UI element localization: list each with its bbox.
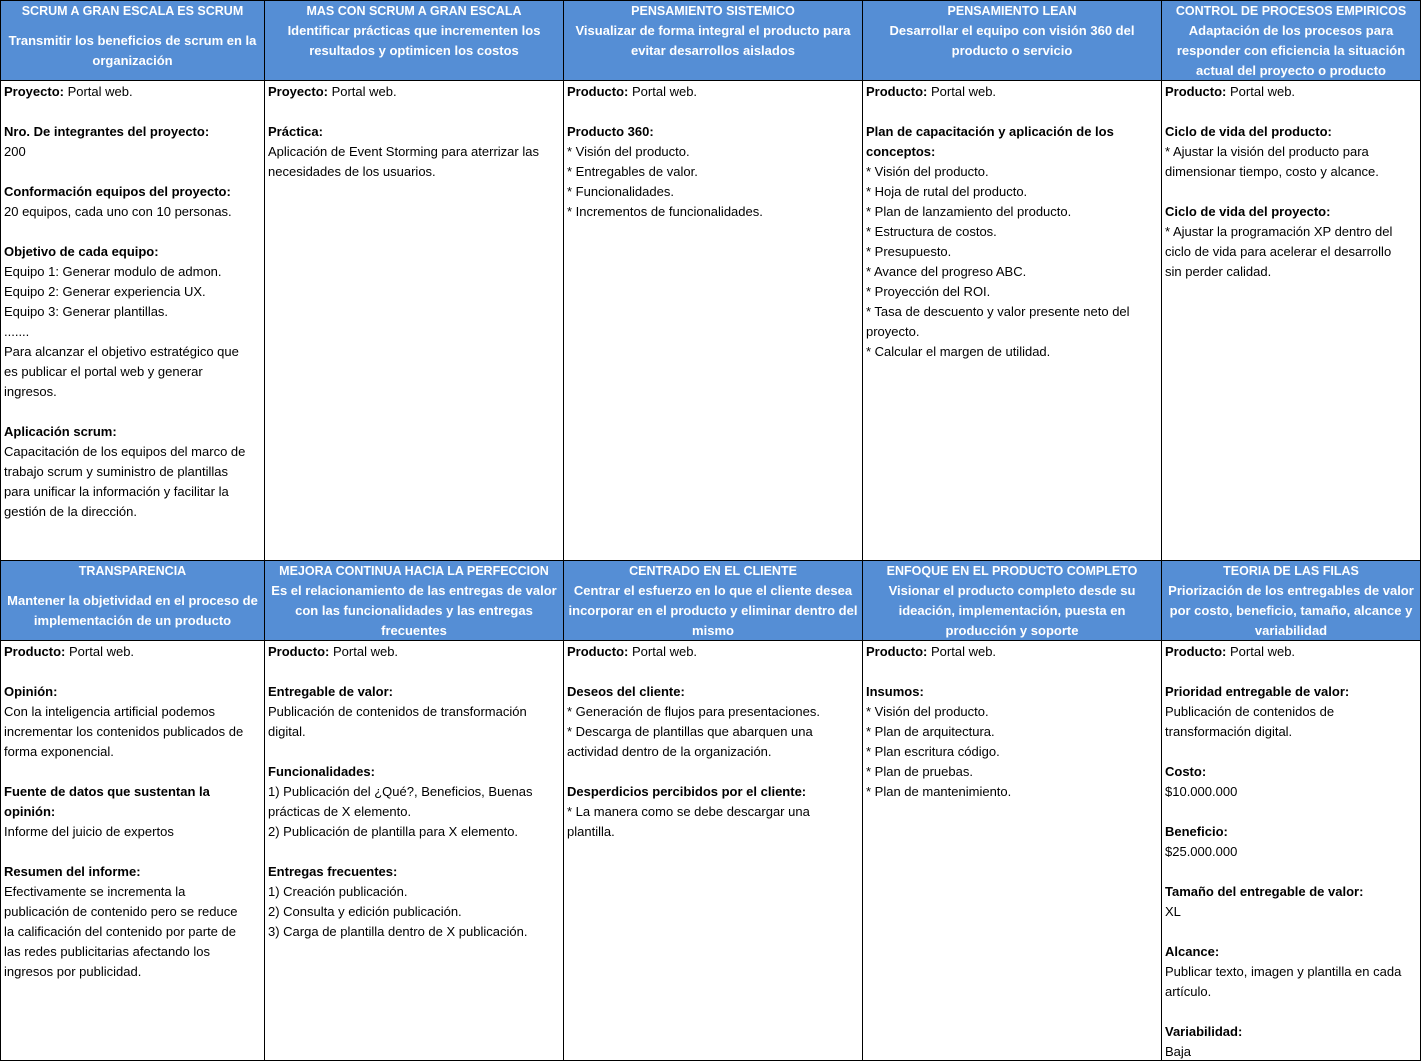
content-line [866, 182, 1161, 202]
blank-line [567, 762, 862, 782]
field-label: Producto: [1165, 84, 1227, 99]
field-value: trabajo scrum y suministro de plantillas [4, 464, 228, 479]
field-value: 3) Carga de plantilla dentro de X publicación. [268, 924, 528, 939]
content-line [268, 802, 563, 822]
content-line [268, 142, 563, 162]
content-line [4, 362, 264, 382]
content-line [4, 742, 264, 762]
content-line [866, 322, 1161, 342]
content-line [4, 142, 264, 162]
field-value: Informe del juicio de expertos [4, 824, 174, 839]
field-label: Producto: [866, 84, 928, 99]
content-line [1165, 842, 1420, 862]
column-subtitle[interactable] [564, 21, 862, 81]
content-line [4, 642, 264, 662]
content-line [4, 82, 264, 102]
content-line [1165, 962, 1420, 982]
content-line [1165, 1042, 1420, 1060]
field-value: Portal web. [1226, 84, 1296, 99]
content-line [4, 782, 264, 802]
content-line [1165, 642, 1420, 662]
field-value: * Plan de lanzamiento del producto. [866, 204, 1072, 219]
column-subtitle-text: Centrar el esfuerzo en lo que el cliente desea incorporar en el producto y eliminar dentro del mismo [568, 583, 858, 638]
field-label: Alcance: [1165, 944, 1220, 959]
field-value: artículo. [1165, 984, 1212, 999]
blank-line [268, 662, 563, 682]
field-value: $10.000.000 [1165, 784, 1238, 799]
field-label: Producto: [567, 84, 629, 99]
field-value: forma exponencial. [4, 744, 114, 759]
blank-line [4, 102, 264, 122]
content-line [4, 302, 264, 322]
content-line [1165, 262, 1420, 282]
field-value: Portal web. [63, 84, 133, 99]
column-subtitle-text: Identificar prácticas que incrementen los resultados y optimicen los costos [287, 23, 541, 58]
content-line [1165, 882, 1420, 902]
field-value: 1) Publicación del ¿Qué?, Beneficios, Buenas [268, 784, 533, 799]
content-line [1165, 242, 1420, 262]
field-value: para unificar la información y facilitar la [4, 484, 229, 499]
content-line [567, 722, 862, 742]
field-value: * Ajustar la visión del producto para [1165, 144, 1369, 159]
field-value: transformación digital. [1165, 724, 1293, 739]
field-label: Proyecto: [4, 84, 64, 99]
column-header[interactable]: TEORIA DE LAS FILAS [1162, 561, 1420, 582]
field-label: Proyecto: [268, 84, 328, 99]
field-value: * Visión del producto. [567, 144, 690, 159]
content-line [1165, 82, 1420, 102]
field-value: * Avance del progreso ABC. [866, 264, 1027, 279]
field-value: * Visión del producto. [866, 164, 989, 179]
cell-content[interactable] [564, 82, 862, 560]
cell-content[interactable] [1162, 82, 1420, 560]
column-subtitle-text: Visualizar de forma integral el producto para evitar desarrollos aislados [575, 23, 851, 58]
field-value: la calificación del contenido por parte de [4, 924, 236, 939]
field-label: Tamaño del entregable de valor: [1165, 884, 1364, 899]
content-line [4, 322, 264, 342]
blank-line [268, 102, 563, 122]
content-line [4, 462, 264, 482]
field-label: Insumos: [866, 684, 924, 699]
field-label: Desperdicios percibidos por el cliente: [567, 784, 807, 799]
blank-line [1165, 182, 1420, 202]
column-subtitle[interactable] [564, 581, 862, 641]
content-line [567, 782, 862, 802]
column-header[interactable]: PENSAMIENTO SISTEMICO [564, 1, 862, 22]
content-line [4, 802, 264, 822]
field-value: ciclo de vida para acelerar el desarrollo [1165, 244, 1392, 259]
content-line [567, 82, 862, 102]
content-line [1165, 822, 1420, 842]
field-value: Portal web. [65, 644, 135, 659]
bottom-row-band [1, 561, 1420, 1060]
content-line [866, 222, 1161, 242]
field-label: opinión: [4, 804, 56, 819]
field-value: * Funcionalidades. [567, 184, 674, 199]
content-line [866, 82, 1161, 102]
field-value: Baja [1165, 1044, 1192, 1059]
blank-line [1165, 742, 1420, 762]
content-line [567, 802, 862, 822]
column-scrum-a-gran-escala-es-scrum[interactable] [1, 1, 265, 560]
content-line [866, 702, 1161, 722]
field-value: 1) Creación publicación. [268, 884, 408, 899]
blank-line [4, 662, 264, 682]
field-value: Publicación de contenidos de transformación [268, 704, 527, 719]
field-label: Entregable de valor: [268, 684, 393, 699]
column-subtitle-text: Mantener la objetividad en el proceso de implementación de un producto [7, 592, 258, 628]
field-value: publicación de contenido pero se reduce [4, 904, 238, 919]
content-line [268, 922, 563, 942]
content-line [567, 702, 862, 722]
content-line [4, 722, 264, 742]
field-label: Objetivo de cada equipo: [4, 244, 159, 259]
field-label: Producto: [567, 644, 629, 659]
field-label: Funcionalidades: [268, 764, 375, 779]
field-value: Aplicación de Event Storming para aterrizar las [268, 144, 539, 159]
content-line [1165, 222, 1420, 242]
content-line [1165, 202, 1420, 222]
field-value: * Ajustar la programación XP dentro del [1165, 224, 1393, 239]
content-line [268, 902, 563, 922]
content-line [268, 782, 563, 802]
content-line [567, 162, 862, 182]
field-value: Con la inteligencia artificial podemos [4, 704, 216, 719]
content-line [4, 342, 264, 362]
field-value: 2) Publicación de plantilla para X elemento. [268, 824, 519, 839]
column-mejora-continua-hacia-la-perfeccion[interactable] [265, 561, 564, 1060]
content-line [1165, 722, 1420, 742]
field-label: conceptos: [866, 144, 936, 159]
column-subtitle[interactable] [1162, 21, 1420, 81]
content-line [4, 822, 264, 842]
field-value: * Incrementos de funcionalidades. [567, 204, 763, 219]
field-value: * Generación de flujos para presentaciones. [567, 704, 820, 719]
field-label: Opinión: [4, 684, 58, 699]
field-value: proyecto. [866, 324, 920, 339]
field-label: Variabilidad: [1165, 1024, 1243, 1039]
content-line [866, 342, 1161, 362]
content-line [4, 422, 264, 442]
column-centrado-en-el-cliente[interactable] [564, 561, 863, 1060]
field-value: $25.000.000 [1165, 844, 1238, 859]
field-label: Costo: [1165, 764, 1207, 779]
content-line [1165, 702, 1420, 722]
field-value: Portal web. [927, 84, 997, 99]
cell-content[interactable] [863, 642, 1161, 1060]
column-header[interactable]: MAS CON SCRUM A GRAN ESCALA [265, 1, 563, 22]
content-line [268, 822, 563, 842]
field-value: incrementar los contenidos publicados de [4, 724, 244, 739]
content-line [268, 862, 563, 882]
field-value: Efectivamente se incrementa la [4, 884, 186, 899]
content-line [1165, 1022, 1420, 1042]
content-line [268, 82, 563, 102]
top-row-band [1, 1, 1420, 560]
field-value: * La manera como se debe descargar una [567, 804, 810, 819]
column-subtitle-text: Transmitir los beneficios de scrum en la organización [8, 32, 257, 68]
content-line [4, 922, 264, 942]
field-value: * Descarga de plantillas que abarquen una [567, 724, 813, 739]
field-label: Resumen del informe: [4, 864, 141, 879]
content-line [1165, 982, 1420, 1002]
content-line [866, 142, 1161, 162]
field-value: Portal web. [327, 84, 397, 99]
field-value: Portal web. [1226, 644, 1296, 659]
content-line [268, 762, 563, 782]
cell-content[interactable] [1, 82, 264, 560]
blank-line [1165, 862, 1420, 882]
content-line [4, 482, 264, 502]
content-line [4, 282, 264, 302]
blank-line [4, 162, 264, 182]
field-label: Producto 360: [567, 124, 654, 139]
field-value: * Tasa de descuento y valor presente neto del [866, 304, 1130, 319]
field-value: * Plan de arquitectura. [866, 724, 995, 739]
content-line [4, 502, 264, 522]
field-label: Prioridad entregable de valor: [1165, 684, 1350, 699]
content-line [1165, 162, 1420, 182]
column-subtitle[interactable] [863, 581, 1161, 641]
field-value: Capacitación de los equipos del marco de [4, 444, 246, 459]
content-line [866, 262, 1161, 282]
field-value: Portal web. [628, 84, 698, 99]
field-label: Deseos del cliente: [567, 684, 685, 699]
field-value: ingresos por publicidad. [4, 964, 142, 979]
field-value: las redes publicitarias afectando los [4, 944, 210, 959]
field-value: sin perder calidad. [1165, 264, 1272, 279]
field-value: XL [1165, 904, 1181, 919]
field-label: Fuente de datos que sustentan la [4, 784, 210, 799]
field-label: Producto: [268, 644, 330, 659]
field-value: es publicar el portal web y generar [4, 364, 203, 379]
field-value: Publicación de contenidos de [1165, 704, 1335, 719]
content-line [4, 902, 264, 922]
content-line [4, 262, 264, 282]
field-value: * Plan de pruebas. [866, 764, 973, 779]
column-subtitle[interactable] [1, 21, 264, 81]
field-value: * Estructura de costos. [866, 224, 997, 239]
field-label: Conformación equipos del proyecto: [4, 184, 231, 199]
blank-line [4, 762, 264, 782]
column-pensamiento-sistemico[interactable] [564, 1, 863, 560]
column-header[interactable]: TRANSPARENCIA [1, 561, 264, 582]
cell-content[interactable] [1162, 642, 1420, 1060]
content-line [4, 862, 264, 882]
blank-line [567, 662, 862, 682]
column-transparencia[interactable] [1, 561, 265, 1060]
field-label: Entregas frecuentes: [268, 864, 398, 879]
field-value: 20 equipos, cada uno con 10 personas. [4, 204, 232, 219]
content-line [1165, 142, 1420, 162]
field-value: Portal web. [927, 644, 997, 659]
blank-line [1165, 662, 1420, 682]
field-value: ingresos. [4, 384, 57, 399]
content-line [4, 942, 264, 962]
content-line [567, 642, 862, 662]
content-line [866, 782, 1161, 802]
content-line [567, 182, 862, 202]
content-line [4, 182, 264, 202]
blank-line [4, 402, 264, 422]
column-subtitle[interactable] [265, 581, 563, 641]
field-value: Equipo 1: Generar modulo de admon. [4, 264, 222, 279]
column-subtitle[interactable] [1, 581, 264, 641]
field-value: * Proyección del ROI. [866, 284, 991, 299]
blank-line [1165, 802, 1420, 822]
content-line [567, 142, 862, 162]
field-value: necesidades de los usuarios. [268, 164, 436, 179]
field-label: Práctica: [268, 124, 323, 139]
content-line [567, 822, 862, 842]
column-teoria-de-las-filas[interactable] [1162, 561, 1420, 1060]
content-line [866, 722, 1161, 742]
field-value: actividad dentro de la organización. [567, 744, 772, 759]
field-value: Publicar texto, imagen y plantilla en cada [1165, 964, 1402, 979]
content-line [866, 282, 1161, 302]
blank-line [567, 102, 862, 122]
content-line [4, 702, 264, 722]
column-subtitle-text: Desarrollar el equipo con visión 360 del producto o servicio [889, 23, 1135, 58]
column-mas-con-scrum-a-gran-escala[interactable] [265, 1, 564, 560]
content-line [866, 242, 1161, 262]
field-value: * Plan de mantenimiento. [866, 784, 1012, 799]
cell-content[interactable] [863, 82, 1161, 560]
column-subtitle-text: Adaptación de los procesos para responder con eficiencia la situación actual del proyecto o producto [1176, 23, 1406, 78]
cell-content[interactable] [564, 642, 862, 1060]
blank-line [1165, 1002, 1420, 1022]
content-line [1165, 902, 1420, 922]
content-line [268, 722, 563, 742]
field-value: Equipo 3: Generar plantillas. [4, 304, 169, 319]
column-subtitle-text: Priorización de los entregables de valor por costo, beneficio, tamaño, alcance y variabilidad [1168, 583, 1414, 638]
column-subtitle-text: Es el relacionamiento de las entregas de valor con las funcionalidades y las entregas frecuentes [271, 583, 557, 638]
column-control-de-procesos-empiricos[interactable] [1162, 1, 1420, 560]
content-line [268, 882, 563, 902]
content-line [268, 702, 563, 722]
field-value: Equipo 2: Generar experiencia UX. [4, 284, 206, 299]
field-value: * Plan escritura código. [866, 744, 1000, 759]
field-label: Producto: [4, 644, 66, 659]
blank-line [268, 742, 563, 762]
field-label: Ciclo de vida del proyecto: [1165, 204, 1331, 219]
field-value: * Hoja de rutal del producto. [866, 184, 1028, 199]
blank-line [866, 102, 1161, 122]
content-line [4, 962, 264, 982]
column-header[interactable]: SCRUM A GRAN ESCALA ES SCRUM [1, 1, 264, 22]
field-label: Beneficio: [1165, 824, 1228, 839]
content-line [1165, 762, 1420, 782]
field-label: Producto: [866, 644, 928, 659]
field-value: ....... [4, 324, 30, 339]
content-line [1165, 682, 1420, 702]
column-subtitle[interactable] [265, 21, 563, 81]
content-line [866, 642, 1161, 662]
content-line [866, 742, 1161, 762]
field-value: * Calcular el margen de utilidad. [866, 344, 1051, 359]
content-line [567, 202, 862, 222]
field-value: * Entregables de valor. [567, 164, 698, 179]
field-value: Portal web. [329, 644, 399, 659]
column-header[interactable]: PENSAMIENTO LEAN [863, 1, 1161, 22]
column-header[interactable]: CENTRADO EN EL CLIENTE [564, 561, 862, 582]
field-value: gestión de la dirección. [4, 504, 137, 519]
column-header[interactable]: ENFOQUE EN EL PRODUCTO COMPLETO [863, 561, 1161, 582]
blank-line [1165, 922, 1420, 942]
content-line [1165, 782, 1420, 802]
column-header[interactable]: MEJORA CONTINUA HACIA LA PERFECCION [265, 561, 563, 582]
column-header[interactable]: CONTROL DE PROCESOS EMPIRICOS [1162, 1, 1420, 22]
blank-line [866, 662, 1161, 682]
field-value: digital. [268, 724, 306, 739]
content-line [4, 122, 264, 142]
field-value: 200 [4, 144, 26, 159]
cell-content[interactable] [265, 642, 563, 1060]
cell-content[interactable] [1, 642, 264, 1060]
field-value: Portal web. [628, 644, 698, 659]
field-label: Producto: [1165, 644, 1227, 659]
column-subtitle-text: Visionar el producto completo desde su ideación, implementación, puesta en producción y soporte [888, 583, 1136, 638]
content-line [866, 122, 1161, 142]
field-value: 2) Consulta y edición publicación. [268, 904, 462, 919]
field-value: prácticas de X elemento. [268, 804, 412, 819]
content-line [866, 162, 1161, 182]
field-value: * Presupuesto. [866, 244, 952, 259]
field-label: Plan de capacitación y aplicación de los [866, 124, 1114, 139]
content-line [4, 442, 264, 462]
field-label: Aplicación scrum: [4, 424, 117, 439]
content-line [268, 162, 563, 182]
blank-line [268, 842, 563, 862]
field-value: Para alcanzar el objetivo estratégico que [4, 344, 239, 359]
content-line [268, 642, 563, 662]
content-line [4, 242, 264, 262]
content-line [866, 762, 1161, 782]
content-line [1165, 122, 1420, 142]
content-line [268, 122, 563, 142]
content-line [4, 382, 264, 402]
field-label: Ciclo de vida del producto: [1165, 124, 1332, 139]
content-line [866, 682, 1161, 702]
content-line [567, 682, 862, 702]
blank-line [4, 222, 264, 242]
content-line [567, 742, 862, 762]
field-value: dimensionar tiempo, costo y alcance. [1165, 164, 1379, 179]
column-enfoque-en-el-producto-completo[interactable] [863, 561, 1162, 1060]
content-line [866, 202, 1161, 222]
field-value: * Visión del producto. [866, 704, 989, 719]
column-subtitle[interactable] [1162, 581, 1420, 641]
cell-content[interactable] [265, 82, 563, 560]
blank-line [1165, 102, 1420, 122]
field-value: plantilla. [567, 824, 615, 839]
content-line [1165, 942, 1420, 962]
content-line [268, 682, 563, 702]
blank-line [4, 842, 264, 862]
content-line [4, 882, 264, 902]
content-line [4, 202, 264, 222]
content-line [866, 302, 1161, 322]
column-pensamiento-lean[interactable] [863, 1, 1162, 560]
content-line [4, 682, 264, 702]
column-subtitle[interactable] [863, 21, 1161, 81]
field-label: Nro. De integrantes del proyecto: [4, 124, 210, 139]
content-line [567, 122, 862, 142]
